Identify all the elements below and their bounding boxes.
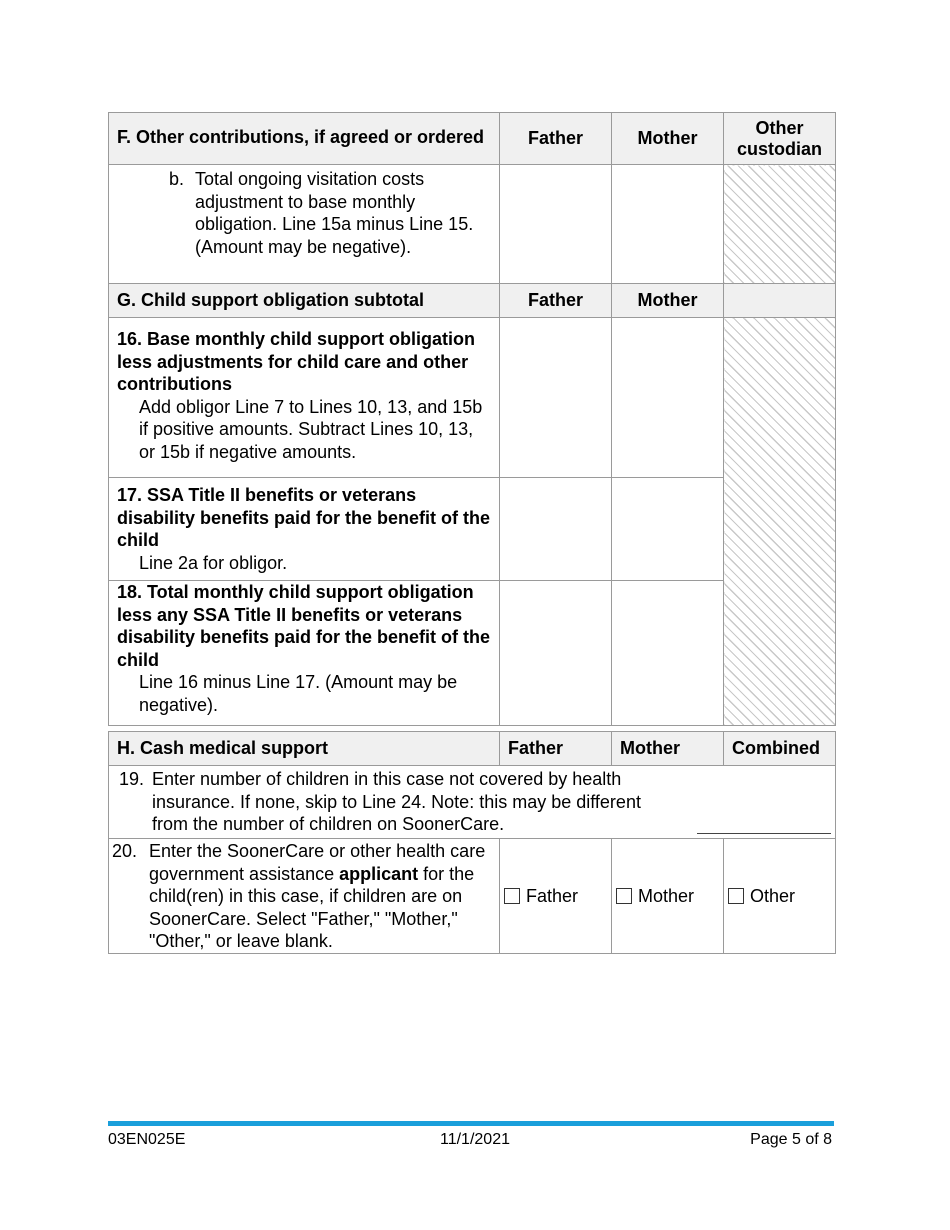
line-b-marker: b.	[169, 169, 185, 189]
father-checkbox[interactable]	[504, 888, 520, 904]
line-18-mother-field[interactable]	[612, 581, 724, 726]
footer-rule	[108, 1121, 834, 1126]
line-20-number: 20.	[112, 841, 138, 861]
col-father-header: Father	[500, 732, 612, 766]
col-mother-header: Mother	[612, 113, 724, 165]
line-16-mother-field[interactable]	[612, 318, 724, 478]
line-b-father-field[interactable]	[500, 165, 612, 284]
line-16-father-field[interactable]	[500, 318, 612, 478]
line-20-text	[149, 840, 495, 953]
line-17-title: 17. SSA Title II benefits or veterans disability benefits paid for the benefit of the child	[117, 485, 491, 550]
col-father-header: Father	[500, 113, 612, 165]
section-g-table	[108, 283, 836, 726]
col-father-header: Father	[500, 284, 612, 318]
other-checkbox[interactable]	[728, 888, 744, 904]
mother-checkbox[interactable]	[616, 888, 632, 904]
line-19-number: 19.	[119, 769, 145, 789]
father-checkbox-label: Father	[526, 885, 579, 906]
col-other-custodian-header: Other custodian	[724, 113, 836, 165]
father-checkbox-option[interactable]	[500, 839, 612, 954]
col-mother-header: Mother	[612, 284, 724, 318]
line-b-text: Total ongoing visitation costs adjustment to base monthly obligation. Line 15a minus Line 15. (Amount may be negative).	[195, 169, 474, 257]
line-16-instructions: Add obligor Line 7 to Lines 10, 13, and 15b if positive amounts. Subtract Lines 10, 13, or 15b if negative amounts.	[139, 396, 483, 462]
footer-form-code: 03EN025E	[108, 1131, 186, 1148]
line-16-label	[109, 318, 500, 478]
line-20-text-post: for the child(ren) in this case, if children are on SoonerCare. Select "Father," "Mother," "Other," or leave blank.	[149, 863, 475, 951]
empty-header-cell	[724, 284, 836, 318]
line-b-mother-field[interactable]	[612, 165, 724, 284]
line-16-title: 16. Base monthly child support obligation less adjustments for child care and other contributions	[117, 329, 476, 394]
line-17-label	[109, 478, 500, 581]
other-checkbox-label: Other	[750, 885, 796, 906]
section-f-table	[108, 112, 836, 284]
line-18-title: 18. Total monthly child support obligation less any SSA Title II benefits or veterans disability benefits paid for the benefit of the child	[117, 582, 491, 670]
col-mother-header: Mother	[612, 732, 724, 766]
footer-date: 11/1/2021	[440, 1131, 510, 1148]
line-17-instructions: Line 2a for obligor.	[139, 552, 288, 573]
col-combined-header: Combined	[724, 732, 836, 766]
section-g-title: G. Child support obligation subtotal	[109, 284, 500, 318]
other-checkbox-option[interactable]	[724, 839, 836, 954]
line-20-label	[109, 839, 500, 954]
line-19-combined-field[interactable]	[697, 813, 831, 834]
line-b-label	[109, 165, 500, 284]
line-19-text: Enter number of children in this case not covered by health insurance. If none, skip to Line 24. Note: this may be different from the number of children on SoonerCare.	[152, 769, 641, 834]
mother-checkbox-option[interactable]	[612, 839, 724, 954]
mother-checkbox-label: Mother	[638, 885, 695, 906]
section-h-table	[108, 731, 836, 954]
line-18-father-field[interactable]	[500, 581, 612, 726]
footer-page-number: Page 5 of 8	[750, 1131, 832, 1148]
section-f-title: F. Other contributions, if agreed or ordered	[109, 113, 500, 165]
section-h-title: H. Cash medical support	[109, 732, 500, 766]
line-17-mother-field[interactable]	[612, 478, 724, 581]
line-19-row	[109, 766, 836, 839]
line-20-text-pre: Enter the SoonerCare or other health care government assistance	[149, 841, 486, 884]
line-18-instructions: Line 16 minus Line 17. (Amount may be negative).	[139, 672, 458, 715]
hatched-cell	[724, 318, 836, 726]
line-17-father-field[interactable]	[500, 478, 612, 581]
hatched-cell	[724, 165, 836, 284]
line-18-label	[109, 581, 500, 726]
line-20-text-bold: applicant	[339, 863, 419, 884]
